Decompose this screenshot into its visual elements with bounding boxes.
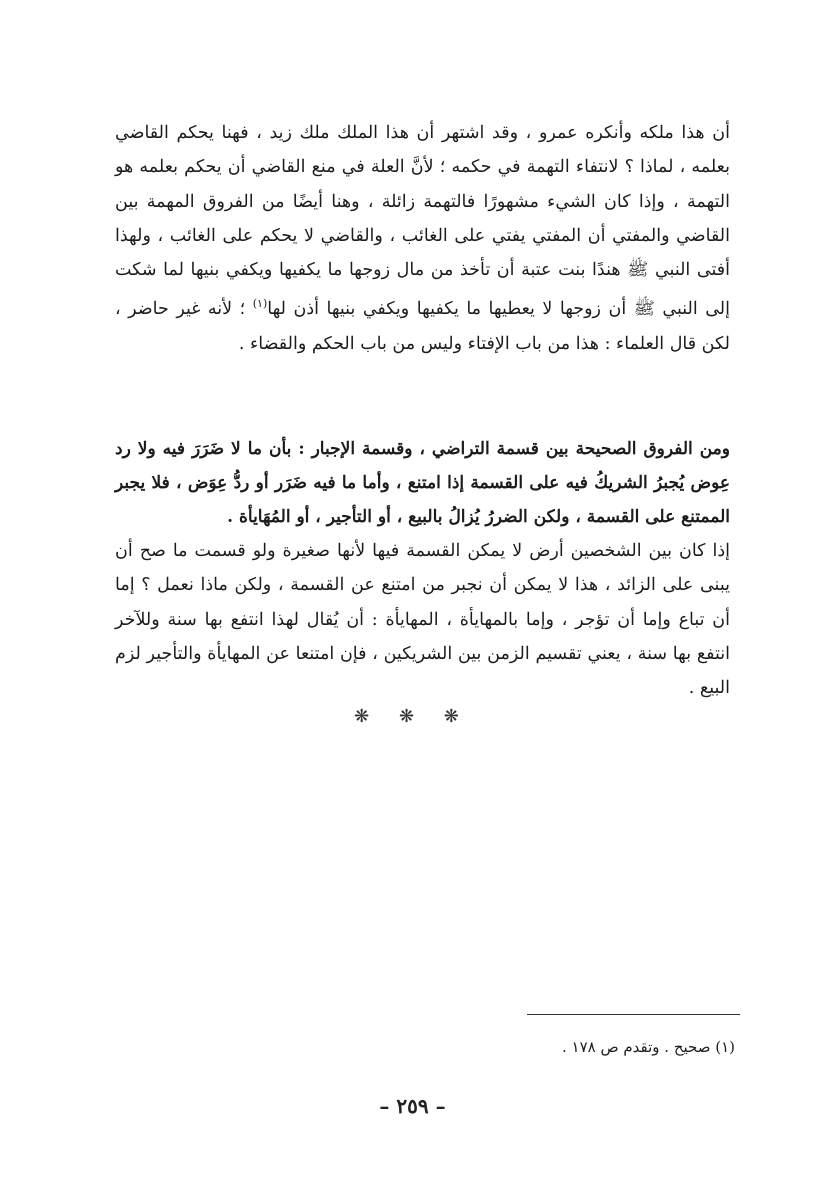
paragraph-text-continued: ؛ لأنه غير حاضر ، لكن قال العلماء : هذا من باب الإفتاء وليس من باب الحكم والقضاء .: [115, 299, 730, 354]
paragraph-text: أن هذا ملكه وأنكره عمرو ، وقد اشتهر أن هذا الملك ملك زيد ، فهنا يحكم القاضي بعلمه ، لماذا ؟ لانتفاء التهمة في حكمه ؛ لأنَّ العلة في منع القاضي أن يحكم بعلمه هو التهمة ، وإذا كان الشيء مشهورًا فالتهمة زائلة ، وهنا أيضًا من الفروق المهمة بين القاضي والمفتي أن المفتي يفتي على الغائب ، والقاضي لا يحكم على الغائب ، ولهذا أفتى النبي ﷺ هندًا بنت عتبة أن تأخذ من مال زوجها ما يكفيها ويكفي بنيها لما شكت إلى النبي ﷺ أن زوجها لا يعطيها ما يكفيها ويكفي بنيها أذن لها: [115, 123, 730, 320]
paragraph-judge-vs-mufti: [115, 116, 730, 361]
section-separator: ❋ ❋ ❋: [354, 706, 471, 727]
footnote-divider: [527, 1014, 740, 1015]
page-number: – ٢٥٩ –: [379, 1094, 446, 1118]
footnote-1: (١) صحيح . وتقدم ص ١٧٨ .: [561, 1038, 735, 1056]
paragraph-partition-rule: ومن الفروق الصحيحة بين قسمة التراضي ، وقسمة الإجبار : بأن ما لا ضَرَرَ فيه ولا رد عِوض يُجبرُ الشريكُ فيه على القسمة إذا امتنع ، وأما ما فيه ضَرَر أو ردُّ عِوَض ، فلا يجبر الممتنع على القسمة ، ولكن الضررُ يُزالُ بالبيع ، أو التأجير ، أو المُهَايأة .: [115, 439, 730, 527]
paragraph-land-example: إذا كان بين الشخصين أرض لا يمكن القسمة فيها لأنها صغيرة ولو قسمت ما صح أن يبنى على الزائد ، هذا لا يمكن أن نجبر من امتنع عن القسمة ، ولكن ماذا نعمل ؟ إما أن تباع وإما أن تؤجر ، وإما بالمهايأة ، المهايأة : أن يُقال لهذا انتفع بها سنة وللآخر انتفع بها سنة ، يعني تقسيم الزمن بين الشريكين ، فإن امتنعا عن المهايأة والتأجير لزم البيع .: [115, 541, 730, 699]
footnote-reference[interactable]: (١): [252, 297, 268, 311]
